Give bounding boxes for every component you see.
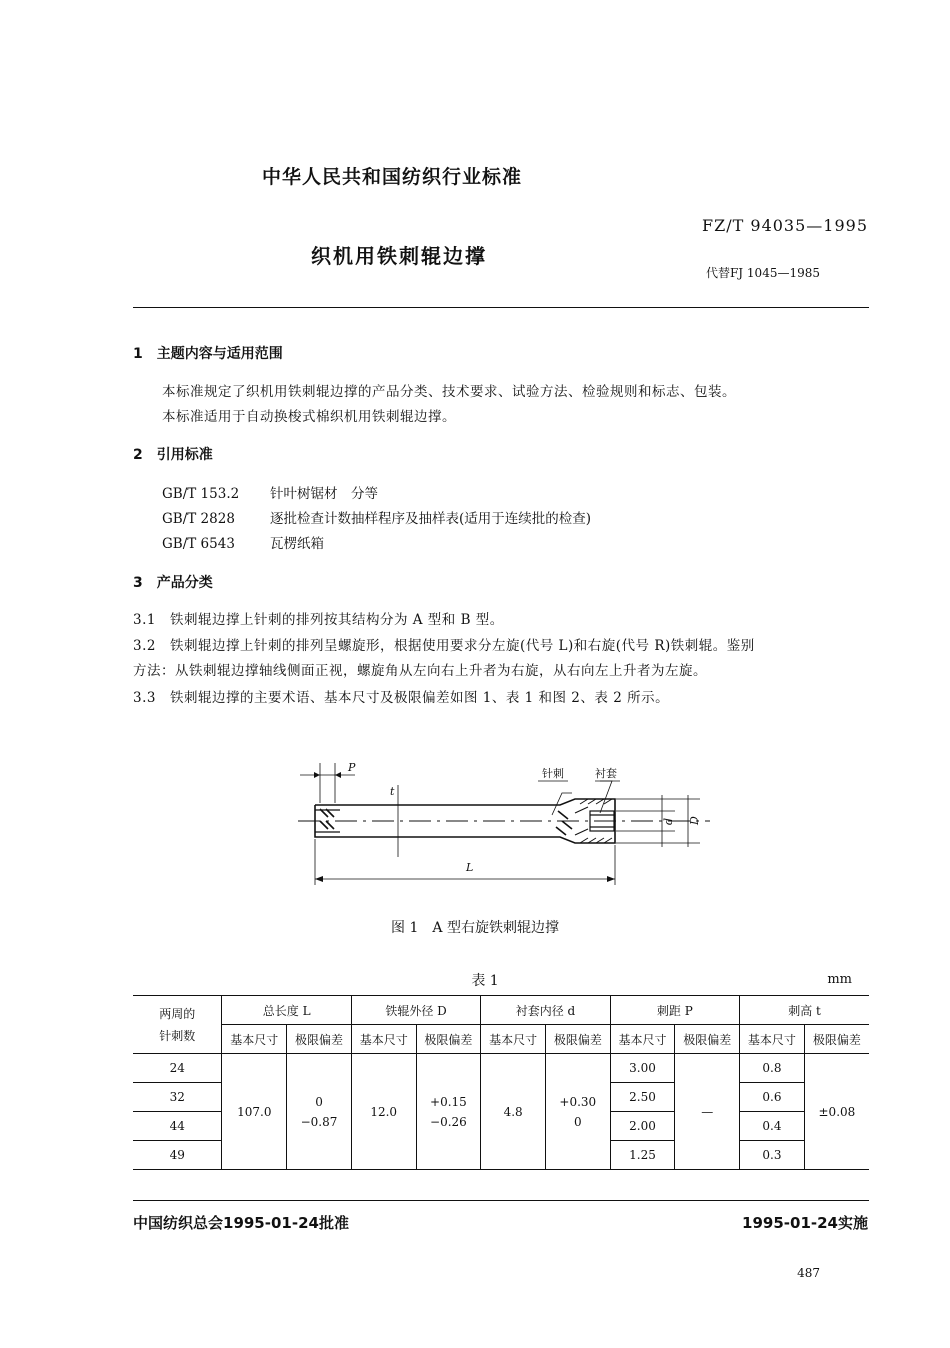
subheader-basic: 基本尺寸 bbox=[740, 1025, 805, 1054]
table-1-unit: mm bbox=[827, 972, 852, 987]
clause-3-2-line-1: 3.2 铁刺辊边撑上针刺的排列呈螺旋形，根据使用要求分左旋(代号 L)和右旋(代号 R)铁刺辊。鉴别 bbox=[133, 638, 755, 654]
figure-1-drawing bbox=[290, 755, 720, 895]
section-1-para-2: 本标准适用于自动换梭式棉织机用铁刺辊边撑。 bbox=[162, 409, 456, 425]
page-number: 487 bbox=[797, 1266, 820, 1280]
header-pitch: 刺距 P bbox=[610, 996, 739, 1025]
cell-count: 32 bbox=[133, 1083, 222, 1112]
cell-P-tolerance: — bbox=[675, 1054, 740, 1170]
section-3-heading: 3 产品分类 bbox=[133, 575, 213, 591]
section-1-heading: 1 主题内容与适用范围 bbox=[133, 346, 283, 362]
cell-count: 24 bbox=[133, 1054, 222, 1083]
reference-code: GB/T 153.2 bbox=[162, 486, 240, 502]
table-row bbox=[133, 1054, 869, 1083]
subheader-basic: 基本尺寸 bbox=[222, 1025, 287, 1054]
label-d: d bbox=[662, 817, 675, 825]
table-1 bbox=[133, 995, 869, 1170]
standard-code: FZ/T 94035—1995 bbox=[702, 216, 868, 235]
header-total-length: 总长度 L bbox=[222, 996, 351, 1025]
cell-P-basic: 1.25 bbox=[610, 1141, 675, 1170]
subheader-tolerance: 极限偏差 bbox=[416, 1025, 481, 1054]
approval-line: 中国纺织总会1995-01-24批准 bbox=[133, 1214, 349, 1232]
issuing-organization: 中华人民共和国纺织行业标准 bbox=[262, 166, 523, 188]
table-header-row bbox=[133, 996, 869, 1025]
reference-code: GB/T 6543 bbox=[162, 536, 235, 552]
cell-P-basic: 2.50 bbox=[610, 1083, 675, 1112]
cell-t-basic: 0.6 bbox=[740, 1083, 805, 1112]
reference-item bbox=[162, 532, 324, 552]
replaced-standard: 代替FJ 1045—1985 bbox=[705, 266, 820, 280]
label-L: L bbox=[466, 861, 474, 874]
cell-L-tolerance: 0 −0.87 bbox=[287, 1054, 352, 1170]
cell-D-tolerance: +0.15 −0.26 bbox=[416, 1054, 481, 1170]
cell-D-basic: 12.0 bbox=[351, 1054, 416, 1170]
reference-name: 逐批检查计数抽样程序及抽样表(适用于连续批的检查) bbox=[270, 511, 592, 527]
label-needle: 针刺 bbox=[542, 767, 564, 780]
footer-divider bbox=[133, 1200, 869, 1201]
figure-1-caption: 图 1 A 型右旋铁刺辊边撑 bbox=[391, 920, 559, 936]
subheader-tolerance: 极限偏差 bbox=[675, 1025, 740, 1054]
subheader-basic: 基本尺寸 bbox=[351, 1025, 416, 1054]
cell-t-basic: 0.4 bbox=[740, 1112, 805, 1141]
label-p: P bbox=[348, 761, 356, 774]
cell-t-tolerance: ±0.08 bbox=[804, 1054, 869, 1170]
label-D: D bbox=[688, 816, 701, 825]
subheader-tolerance: 极限偏差 bbox=[804, 1025, 869, 1054]
cell-P-basic: 2.00 bbox=[610, 1112, 675, 1141]
label-sleeve: 衬套 bbox=[595, 767, 617, 780]
header-needle-count: 两周的 针刺数 bbox=[133, 996, 222, 1054]
reference-name: 针叶树锯材 分等 bbox=[270, 486, 378, 502]
cell-count: 44 bbox=[133, 1112, 222, 1141]
header-sleeve-bore: 衬套内径 d bbox=[481, 996, 610, 1025]
implementation-line: 1995-01-24实施 bbox=[742, 1214, 868, 1232]
cell-d-tolerance: +0.30 0 bbox=[545, 1054, 610, 1170]
subheader-tolerance: 极限偏差 bbox=[287, 1025, 352, 1054]
section-1-para-1: 本标准规定了织机用铁刺辊边撑的产品分类、技术要求、试验方法、检验规则和标志、包装。 bbox=[162, 384, 736, 400]
cell-t-basic: 0.8 bbox=[740, 1054, 805, 1083]
clause-3-1: 3.1 铁刺辊边撑上针刺的排列按其结构分为 A 型和 B 型。 bbox=[133, 612, 504, 628]
table-1-title: 表 1 bbox=[471, 973, 499, 989]
clause-3-2-line-2: 方法：从铁刺辊边撑轴线侧面正视，螺旋角从左向右上升者为右旋，从右向左上升者为左旋。 bbox=[133, 663, 707, 679]
cell-t-basic: 0.3 bbox=[740, 1141, 805, 1170]
cell-L-basic: 107.0 bbox=[222, 1054, 287, 1170]
header-roller-diameter: 铁辊外径 D bbox=[351, 996, 480, 1025]
table-subheader-row bbox=[133, 1025, 869, 1054]
subheader-basic: 基本尺寸 bbox=[481, 1025, 546, 1054]
cell-count: 49 bbox=[133, 1141, 222, 1170]
document-title: 织机用铁刺辊边撑 bbox=[311, 244, 487, 268]
reference-code: GB/T 2828 bbox=[162, 511, 235, 527]
subheader-tolerance: 极限偏差 bbox=[545, 1025, 610, 1054]
clause-3-3: 3.3 铁刺辊边撑的主要术语、基本尺寸及极限偏差如图 1、表 1 和图 2、表 2 所示。 bbox=[133, 690, 670, 706]
reference-item bbox=[162, 507, 591, 527]
label-t: t bbox=[390, 785, 395, 798]
cell-d-basic: 4.8 bbox=[481, 1054, 546, 1170]
reference-name: 瓦楞纸箱 bbox=[270, 536, 324, 552]
cell-P-basic: 3.00 bbox=[610, 1054, 675, 1083]
subheader-basic: 基本尺寸 bbox=[610, 1025, 675, 1054]
section-2-heading: 2 引用标准 bbox=[133, 447, 213, 463]
header-divider bbox=[133, 307, 869, 308]
header-height: 刺高 t bbox=[740, 996, 869, 1025]
reference-item bbox=[162, 482, 378, 502]
